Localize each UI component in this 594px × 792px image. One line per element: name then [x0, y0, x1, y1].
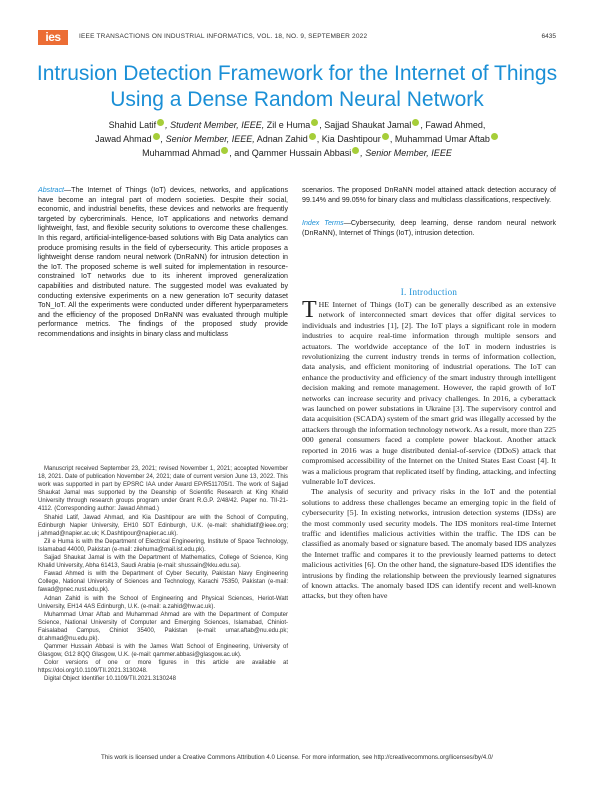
- author-name: , and Qammer Hussain Abbasi: [229, 148, 352, 158]
- orcid-icon[interactable]: [221, 147, 228, 154]
- footnote[interactable]: Color versions of one or more figures in this article are available at https://doi.org/10.1109/TII.2021.3130248.: [38, 660, 288, 675]
- abstract-label: Abstract: [38, 186, 65, 194]
- author-name: , Kia Dashtipour: [316, 134, 381, 144]
- author-name: , Fawad Ahmed,: [420, 120, 486, 130]
- abstract-text: —The Internet of Things (IoT) devices, networks, and applications have become an integral part of modern societies. Despite their social, economic, and industrial benefits, these devices and networks are frequently targeted by cybercriminals. Hence, IoT applications and networks demand lightweight, fast, and flexible security solutions to overcome these challenges. In this regard, artificial-intelligence-based solutions with Big Data analytics can produce promising results in the field of cybersecurity. This article proposes a lightweight dense random neural network (DnRaNN) for intrusion detection in the IoT. The proposed scheme is well suited for implementation in resource-constrained IoT networks due to its inherent improved generalization capabilities and distributed nature. The suggested model was evaluated by conducting extensive experiments on a new generation IoT security dataset ToN_IoT. All the experiments were conducted under different hyperparameters and the efficiency of the proposed DnRaNN was evaluated through multiple performance metrics. The findings of the proposed study provide recommendations and insights in binary class and multiclass: [38, 186, 288, 338]
- footnote: Sajjad Shaukat Jamal is with the Department of Mathematics, College of Science, King Khalid University, Abha 61413, Saudi Arabia (e-mail: shussain@kku.edu.sa).: [38, 555, 288, 570]
- abstract: [38, 186, 288, 340]
- paper-title: Intrusion Detection Framework for the Internet of Things Using a Dense Random Neural Network: [36, 62, 558, 111]
- footnote: Zil e Huma is with the Department of Electrical Engineering, Institute of Space Technology, Islamabad 44000, Pakistan (e-mail: zilehuma@mail.ist.edu.pk).: [38, 538, 288, 553]
- section-heading: I. Introduction: [400, 287, 458, 297]
- author-role: , Senior Member, IEEE,: [160, 134, 255, 144]
- orcid-icon[interactable]: [491, 133, 498, 140]
- author-name: , Muhammad Umar Aftab: [389, 134, 490, 144]
- paragraph: [302, 297, 556, 487]
- page-header: [38, 30, 556, 46]
- footnote: Qammer Hussain Abbasi is with the James Watt School of Engineering, University of Glasgow, G12 8QQ Glasgow, U.K. (e-mail: qammer.abbasi@glasgow.ac.uk).: [38, 644, 288, 659]
- paragraph: The analysis of security and privacy risks in the IoT and the potential solutions to address these challenges became an emerging topic in the field of cybersecurity [5]. In existing networks, intrusion detection systems (IDSs) are the most commonly used security models. The IDS monitors real-time Internet traffic and identifies malicious activities within the traffic. The IDS can be classified as anomaly based or signature based. The anomaly based IDS analyzes the Internet traffic and compares it to the previously learned patterns to detect malicious activities [6]. On the other hand, the signature-based IDS identifies the intrusions by finding the relationship between the previously learned signatures of known attacks. The anomaly based IDS can identify recent and well-known attacks, but they often have: [302, 487, 556, 601]
- abstract-text-continued: scenarios. The proposed DnRaNN model attained attack detection accuracy of 99.14% and 99.05% for binary class and multiclass classifications, respectively.: [302, 186, 556, 204]
- paragraph-text: HE Internet of Things (IoT) can be generally described as an extensive network of interconnected smart devices that offer digital services to individuals and industries [1], [2]. The IoT plays a significant role in modern industries to acquire real-time information through multiple sensors and actuators. The worldwide acceptance of the IoT in modern industries is revolutionizing the current industry trends in terms of information collection, data analysis, and efficient monitoring of industrial operations. The IoT can enhance the productivity and efficiency of the smart industry through intelligent decision making and remote management. However, the rapid growth of IoT networks can increase security and privacy challenges. In 2016, a cyberattack was launched on power substations in Ukraine [3]. The supervisory control and data acquisition (SCADA) system of the smart grid was illegally accessed by the attackers through the information technology network. As a result, more than 225 000 general consumers faced a complete power blackout. Another attack reported in 2016 was a huge distributed denial-of-service (DDoS) attack that compromised accessibility of the Internet on the United States East Coast [4]. It was a malicious program that replicated itself by finding, attacking, and infecting vulnerable IoT devices.: [302, 300, 556, 486]
- orcid-icon[interactable]: [311, 119, 318, 126]
- orcid-icon[interactable]: [157, 119, 164, 126]
- author-name: Jawad Ahmad: [95, 134, 152, 144]
- author-list: [40, 118, 554, 160]
- footnote: Adnan Zahid is with the School of Engineering and Physical Sciences, Heriot-Watt University, EH14 4AS Edinburgh, U.K. (e-mail: a.zahid@hw.ac.uk).: [38, 595, 288, 610]
- author-role: , Student Member, IEEE,: [165, 120, 265, 130]
- author-line-1: [40, 118, 554, 132]
- orcid-icon[interactable]: [412, 119, 419, 126]
- footnote: Shahid Latif, Jawad Ahmad, and Kia Dashtipour are with the School of Computing, Edinburgh Napier University, EH10 5DT Edinburgh, U.K. (e-mail: shahidlatif@ieee.org; j.ahmad@napier.ac.uk; K.Dashtipour@napier.ac.uk).: [38, 514, 288, 537]
- author-role: , Senior Member, IEEE: [360, 148, 452, 158]
- license-notice[interactable]: This work is licensed under a Creative Commons Attribution 4.0 License. For more information, see http://creativecommons.org/licenses/by/4.0/: [100, 754, 494, 761]
- author-line-2: [40, 132, 554, 146]
- journal-name: IEEE TRANSACTIONS ON INDUSTRIAL INFORMATICS, VOL. 18, NO. 9, SEPTEMBER 2022: [79, 33, 368, 40]
- orcid-icon[interactable]: [153, 133, 160, 140]
- author-name: Muhammad Ahmad: [142, 148, 221, 158]
- abstract-continued: [302, 186, 556, 238]
- footnote: Digital Object Identifier 10.1109/TII.2021.3130248: [44, 676, 176, 683]
- drop-cap: T: [302, 297, 317, 323]
- author-name: , Sajjad Shaukat Jamal: [319, 120, 412, 130]
- page-number: 6435: [541, 33, 556, 40]
- orcid-icon[interactable]: [382, 133, 389, 140]
- author-name: Zil e Huma: [264, 120, 311, 130]
- footnote: Manuscript received September 23, 2021; revised November 1, 2021; accepted November 18, 2021. Date of publication November 24, 2021; date of current version June 13, 2022. This work was supported in part by EPSRC IAA under Award EP/R511705/1. The work of Sajjad Shaukat Jamal was supported by the Deanship of Scientific Research at King Khalid University through research groups program under Grant R.G.P. 2/48/42. Paper no. TII-21-4112. (Corresponding author: Jawad Ahmad.): [38, 466, 288, 513]
- footnote: Muhammad Umar Aftab and Muhammad Ahmad are with the Department of Computer Science, National University of Computer and Emerging Sciences, Islamabad, Chiniot-Faisalabad Campus, Chiniot 35400, Pakistan (e-mail: umar.aftab@nu.edu.pk; dr.ahmad@nu.edu.pk).: [38, 611, 288, 642]
- index-terms-text: —Cybersecurity, deep learning, dense random neural network (DnRaNN), Internet of Things (IoT), intrusion detection.: [302, 219, 556, 237]
- index-terms-label: Index Terms: [302, 219, 344, 228]
- footnote: Fawad Ahmed is with the Department of Cyber Security, Pakistan Navy Engineering College, National University of Sciences and Technology, Karachi 75350, Pakistan (e-mail: fawad@pnec.nust.edu.pk).: [38, 571, 288, 594]
- footnotes: [38, 465, 288, 684]
- body-text: [302, 297, 556, 602]
- ies-logo: ies: [38, 30, 68, 45]
- author-name: Shahid Latif: [108, 120, 157, 130]
- index-terms: [302, 219, 556, 238]
- author-name: Adnan Zahid: [254, 134, 308, 144]
- author-line-3: [40, 146, 554, 160]
- orcid-icon[interactable]: [352, 147, 359, 154]
- orcid-icon[interactable]: [309, 133, 316, 140]
